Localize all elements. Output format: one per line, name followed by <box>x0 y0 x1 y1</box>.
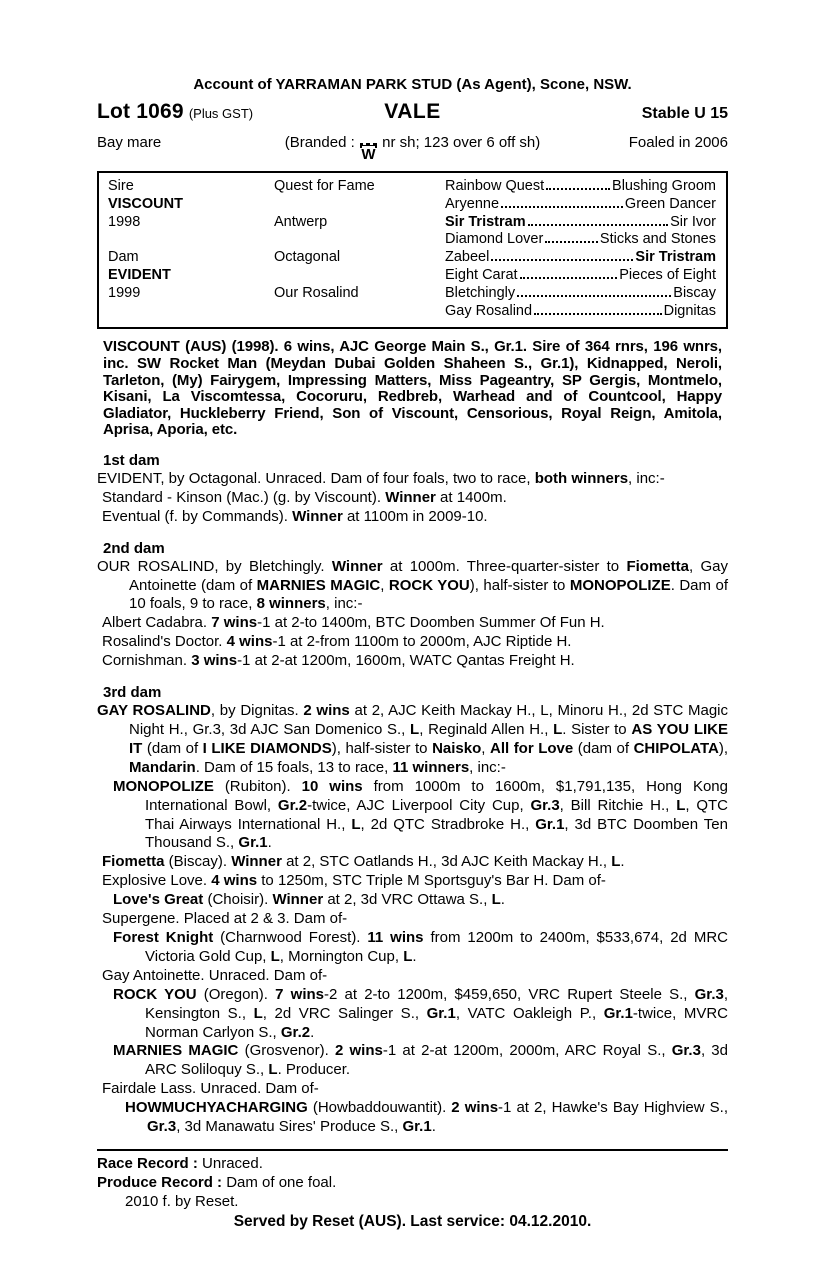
pedigree-entry: Rosalind's Doctor. 4 wins-1 at 2-from 1100m to 2000m, AJC Riptide H. <box>102 633 572 651</box>
ancestor-name: Gay Rosalind <box>445 302 533 319</box>
pedigree-generation1: 1998 <box>108 213 141 230</box>
pedigree-entry: OUR ROSALIND, by Bletchingly. Winner at 1000m. Three-quarter-sister to Fiometta, Gay Antoinette (dam of MARNIES MAGIC, ROCK YOU), half-sister to MONOPOLIZE. Dam of 10 foals, 9 to race, 8 winners, inc:- <box>97 557 728 613</box>
pedigree-generation3 <box>445 214 716 230</box>
dot-leader <box>517 295 671 297</box>
dot-leader <box>501 206 623 208</box>
ancestor-name: Diamond Lover <box>445 231 544 248</box>
pedigree-generation1: VISCOUNT <box>108 195 183 212</box>
pedigree-row <box>108 214 716 232</box>
pedigree-entry: Albert Cadabra. 7 wins-1 at 2-to 1400m, BTC Doomben Summer Of Fun H. <box>102 614 605 632</box>
dam-section-heading: 2nd dam <box>103 539 165 557</box>
pedigree-entry: Forest Knight (Charnwood Forest). 11 wins from 1200m to 2400m, $533,674, 2d MRC Victoria Gold Cup, L, Mornington Cup, L. <box>113 928 728 965</box>
ancestor-name: Sticks and Stones <box>599 231 716 248</box>
brand-rest: nr sh; 123 over 6 off sh) <box>382 134 541 151</box>
lot-row <box>97 100 728 124</box>
pedigree-entry: Gay Antoinette. Unraced. Dam of- <box>102 966 328 984</box>
pedigree-generation2: Quest for Fame <box>274 178 375 194</box>
pedigree-entry: Love's Great (Choisir). Winner at 2, 3d VRC Ottawa S., L. <box>113 891 505 909</box>
pedigree-generation2: Octagonal <box>274 249 341 266</box>
ancestor-name: Aryenne <box>445 195 500 212</box>
pedigree-generation3 <box>445 196 716 212</box>
lot-left <box>97 100 384 124</box>
ancestor-name: Rainbow Quest <box>445 178 545 194</box>
ancestor-name: Dignitas <box>663 302 716 319</box>
dot-leader <box>528 224 668 226</box>
ancestor-name: Sir Tristram <box>635 249 716 266</box>
pedigree-generation3 <box>445 231 716 247</box>
brand-description <box>285 134 541 162</box>
vendor-account-line: Account of YARRAMAN PARK STUD (As Agent), Scone, NSW. <box>193 76 632 93</box>
pedigree-entry: Standard - Kinson (Mac.) (g. by Viscount). Winner at 1400m. <box>102 488 507 506</box>
ancestor-name: Zabeel <box>445 249 490 266</box>
pedigree-entry: Cornishman. 3 wins-1 at 2-at 1200m, 1600m, WATC Qantas Freight H. <box>102 652 575 670</box>
pedigree-generation1: 1999 <box>108 284 141 301</box>
pedigree-entry: GAY ROSALIND, by Dignitas. 2 wins at 2, AJC Keith Mackay H., L, Minoru H., 2d STC Magic Night H., Gr.3, 3d AJC San Domenico S., L, Reginald Allen H., L. Sister to AS YOU LIKE IT (dam of I LIKE DIAMONDS), half-sister to Naisko, All for Love (dam of CHIPOLATA), Mandarin. Dam of 15 foals, 13 to race, 11 winners, inc:- <box>97 702 729 776</box>
brand-open: (Branded : <box>284 134 355 151</box>
ancestor-name: Eight Carat <box>445 266 518 283</box>
ancestor-name: Green Dancer <box>624 195 716 212</box>
gst-note: (Plus GST) <box>188 106 254 121</box>
dot-leader <box>491 259 633 261</box>
foal-line: 2010 f. by Reset. <box>125 1192 239 1210</box>
pedigree-entry: Eventual (f. by Commands). Winner at 1100m in 2009-10. <box>102 507 488 525</box>
brand-letter: W <box>361 146 376 163</box>
pedigree-entry: MONOPOLIZE (Rubiton). 10 wins from 1000m to 1600m, $1,791,135, Hong Kong International Bowl, Gr.2-twice, AJC Liverpool City Cup, Gr.3, Bill Ritchie H., L, QTC Thai Airways International H., L, 2d QTC Stradbroke H., Gr.1, 3d BTC Doomben Ten Thousand S., Gr.1. <box>113 777 729 852</box>
pedigree-entry: ROCK YOU (Oregon). 7 wins-2 at 2-to 1200m, $459,650, VRC Rupert Steele S., Gr.3, Kensington S., L, 2d VRC Salinger S., Gr.1, VATC Oakleigh P., Gr.1-twice, MVRC Norman Carlyon S., Gr.2. <box>113 985 729 1041</box>
served-line: Served by Reset (AUS). Last service: 04.12.2010. <box>233 1212 592 1230</box>
pedigree-entry: EVIDENT, by Octagonal. Unraced. Dam of four foals, two to race, both winners, inc:- <box>97 469 665 487</box>
catalog-page <box>97 76 728 1231</box>
pedigree-generation3 <box>445 267 716 283</box>
lot-number: Lot 1069 <box>97 100 184 123</box>
pedigree-generation1: EVIDENT <box>108 266 171 283</box>
pedigree-entry: Fairdale Lass. Unraced. Dam of- <box>102 1080 319 1098</box>
horse-name: VALE <box>384 100 441 123</box>
color-sex: Bay mare <box>97 134 162 151</box>
race-record: Race Record : Unraced. <box>97 1154 263 1172</box>
record-footer <box>97 1149 728 1231</box>
pedigree-generation1: Sire <box>108 178 134 194</box>
dam-section-heading: 3rd dam <box>103 684 162 702</box>
pedigree-entry: Explosive Love. 4 wins to 1250m, STC Triple M Sportsguy's Bar H. Dam of- <box>102 872 606 890</box>
foaled-year: Foaled in 2006 <box>628 134 728 151</box>
pedigree-generation3 <box>445 178 716 194</box>
dam-section <box>97 540 728 671</box>
pedigree-generation2: Our Rosalind <box>274 284 359 301</box>
dot-leader <box>534 313 662 315</box>
stable-number: Stable U 15 <box>641 105 728 122</box>
pedigree-generation3 <box>445 249 716 265</box>
pedigree-generation1: Dam <box>108 249 139 266</box>
pedigree-row <box>108 196 716 214</box>
pedigree-generation3 <box>445 303 716 319</box>
pedigree-generation3 <box>445 285 716 301</box>
pedigree-entry: Supergene. Placed at 2 & 3. Dam of- <box>102 910 348 928</box>
dot-leader <box>545 241 598 243</box>
brand-mark <box>360 142 377 162</box>
produce-record: Produce Record : Dam of one foal. <box>97 1173 337 1191</box>
ancestor-name: Blushing Groom <box>612 178 716 194</box>
pedigree-row <box>108 249 716 267</box>
ancestor-name: Pieces of Eight <box>619 266 716 283</box>
pedigree-entry: HOWMUCHYACHARGING (Howbaddouwantit). 2 wins-1 at 2, Hawke's Bay Highview S., Gr.3, 3d Manawatu Sires' Produce S., Gr.1. <box>125 1099 728 1136</box>
pedigree-row <box>108 178 716 196</box>
pedigree-entry: Fiometta (Biscay). Winner at 2, STC Oatlands H., 3d AJC Keith Mackay H., L. <box>102 853 625 871</box>
dam-section <box>97 452 728 527</box>
pedigree-table <box>97 171 728 329</box>
ancestor-name: Biscay <box>673 284 716 301</box>
pedigree-row <box>108 285 716 303</box>
pedigree-entry: MARNIES MAGIC (Grosvenor). 2 wins-1 at 2-at 1200m, 2000m, ARC Royal S., Gr.3, 3d ARC Soliloquy S., L. Producer. <box>113 1042 728 1079</box>
pedigree-row <box>108 303 716 321</box>
dam-sections <box>97 452 728 1137</box>
dot-leader <box>546 188 610 190</box>
ancestor-name: Sir Tristram <box>445 213 526 230</box>
ancestor-name: Sir Ivor <box>670 213 716 230</box>
dam-section-heading: 1st dam <box>103 451 160 469</box>
dam-section <box>97 684 728 1137</box>
dot-leader <box>520 277 618 279</box>
pedigree-row <box>108 267 716 285</box>
pedigree-generation2: Antwerp <box>274 213 328 230</box>
sire-summary: VISCOUNT (AUS) (1998). 6 wins, AJC George Main S., Gr.1. Sire of 364 rnrs, 196 wnrs, inc. SW Rocket Man (Meydan Dubai Golden Shaheen S., Gr.1), Kidnapped, Neroli, Tarleton, (My) Fairygem, Impressing Matters, Miss Pageantry, SP Gergis, Montmelo, Kisani, La Viscomtessa, Cocoruru, Redbreb, Warhead and of Countcool, Happy Gladiator, Huckleberry Friend, Son of Viscount, Censorious, Royal Reign, Amitola, Aprisa, Aporia, etc. <box>103 338 722 439</box>
info-row <box>97 134 728 162</box>
pedigree-row <box>108 231 716 249</box>
ancestor-name: Bletchingly <box>445 284 516 301</box>
